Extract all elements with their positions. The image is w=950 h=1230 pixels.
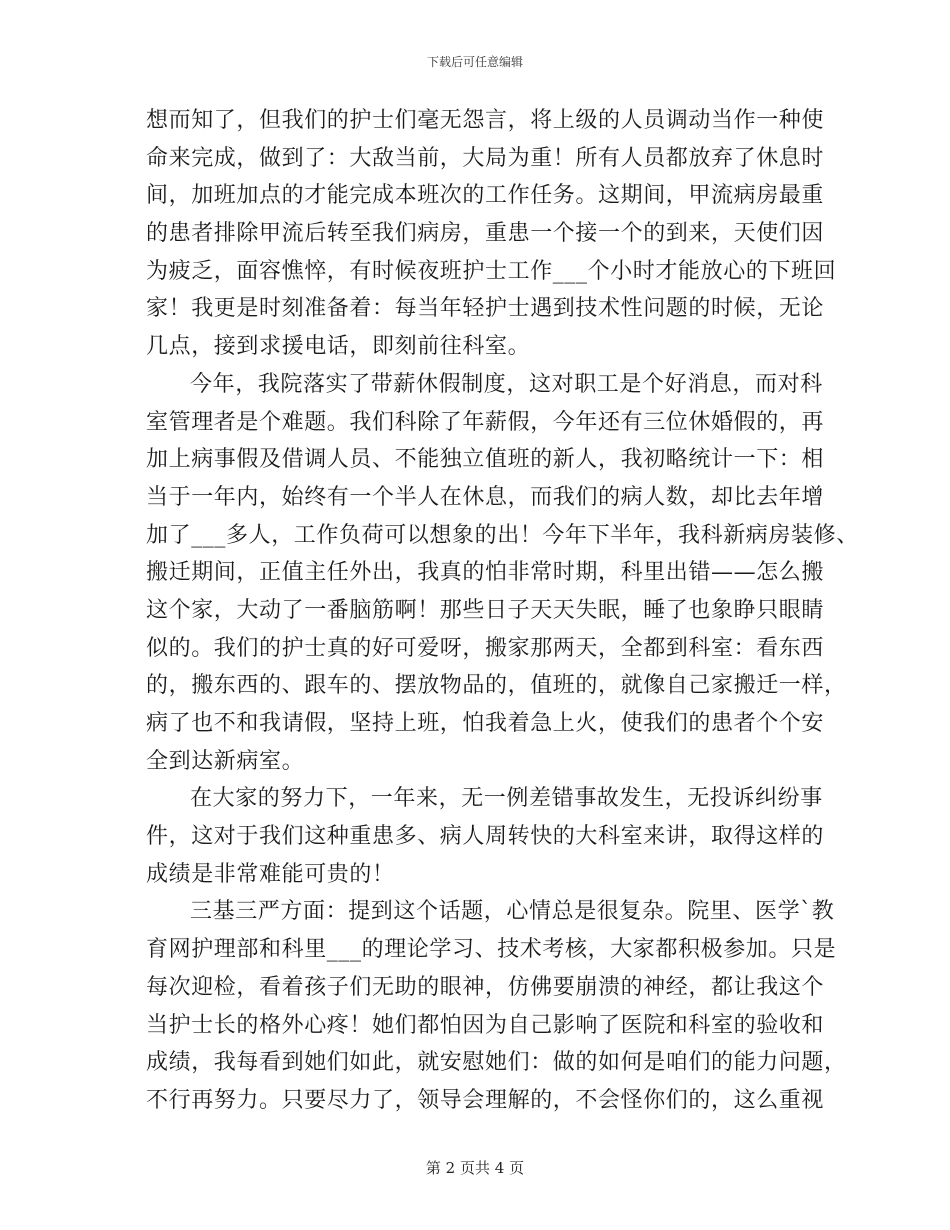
text-line: 似的。我们的护士真的好可爱呀，搬家那两天，全都到科室：看东西 — [146, 635, 825, 661]
text-line: 间，加班加点的才能完成本班次的工作任务。这期间，甲流病房最重 — [146, 183, 825, 209]
text-line: 的，搬东西的、跟车的、摆放物品的，值班的，就像自己家搬迁一样， — [146, 673, 847, 699]
text-line: 加上病事假及借调人员、不能独立值班的新人，我初略统计一下：相 — [146, 447, 825, 473]
text-line: 不行再努力。只要尽力了，领导会理解的，不会怪你们的，这么重视 — [146, 1087, 825, 1113]
text-line: 育网护理部和科里___的理论学习、技术考核，大家都积极参加。只是 — [146, 937, 837, 963]
text-line: 当于一年内，始终有一个半人在休息，而我们的病人数，却比去年增 — [146, 484, 825, 510]
text-line: 室管理者是个难题。我们科除了年薪假，今年还有三位休婚假的，再 — [146, 409, 825, 435]
text-line: 家！我更是时刻准备着：每当年轻护士遇到技术性问题的时候，无论 — [146, 296, 825, 322]
document-body — [146, 102, 859, 1120]
text-line: 加了___多人，工作负荷可以想象的出！今年下半年，我科新病房装修、 — [146, 522, 859, 548]
text-line: 几点，接到求援电话，即刻前往科室。 — [146, 334, 531, 360]
text-line: 想而知了，但我们的护士们毫无怨言，将上级的人员调动当作一种使 — [146, 108, 825, 133]
text-line: 今年，我院落实了带薪休假制度，这对职工是个好消息，而对科 — [190, 371, 823, 397]
text-line: 这个家，大动了一番脑筋啊！那些日子天天失眠，睡了也象睁只眼睛 — [146, 597, 825, 623]
text-line: 成绩是非常难能可贵的！ — [146, 861, 395, 887]
text-line: 每次迎检，看着孩子们无助的眼神，仿佛要崩溃的神经，都让我这个 — [146, 974, 825, 1000]
text-line: 成绩，我每看到她们如此，就安慰她们：做的如何是咱们的能力问题， — [146, 1050, 847, 1076]
text-line: 搬迁期间，正值主任外出，我真的怕非常时期，科里出错——怎么搬 — [146, 560, 825, 586]
text-line: 在大家的努力下，一年来，无一例差错事故发生，无投诉纠纷事 — [190, 786, 823, 812]
text-line: 全到达新病室。 — [146, 748, 305, 774]
text-line: 件，这对于我们这种重患多、病人周转快的大科室来讲，取得这样的 — [146, 824, 825, 850]
text-line: 当护士长的格外心疼！她们都怕因为自己影响了医院和科室的验收和 — [146, 1012, 825, 1038]
text-line: 病了也不和我请假，坚持上班，怕我着急上火，使我们的患者个个安 — [146, 711, 825, 736]
page-footer: 第 2 页共 4 页 — [425, 1159, 525, 1177]
text-line: 命来完成，做到了：大敌当前，大局为重！所有人员都放弃了休息时 — [146, 145, 825, 171]
text-line: 为疲乏，面容憔悴，有时候夜班护士工作___个小时才能放心的下班回 — [146, 258, 837, 284]
text-line: 三基三严方面：提到这个话题，心情总是很复杂。院里、医学`教 — [190, 899, 835, 925]
page-header: 下载后可任意编辑 — [426, 55, 523, 69]
text-line: 的患者排除甲流后转至我们病房，重患一个接一个的到来，天使们因 — [146, 221, 825, 247]
